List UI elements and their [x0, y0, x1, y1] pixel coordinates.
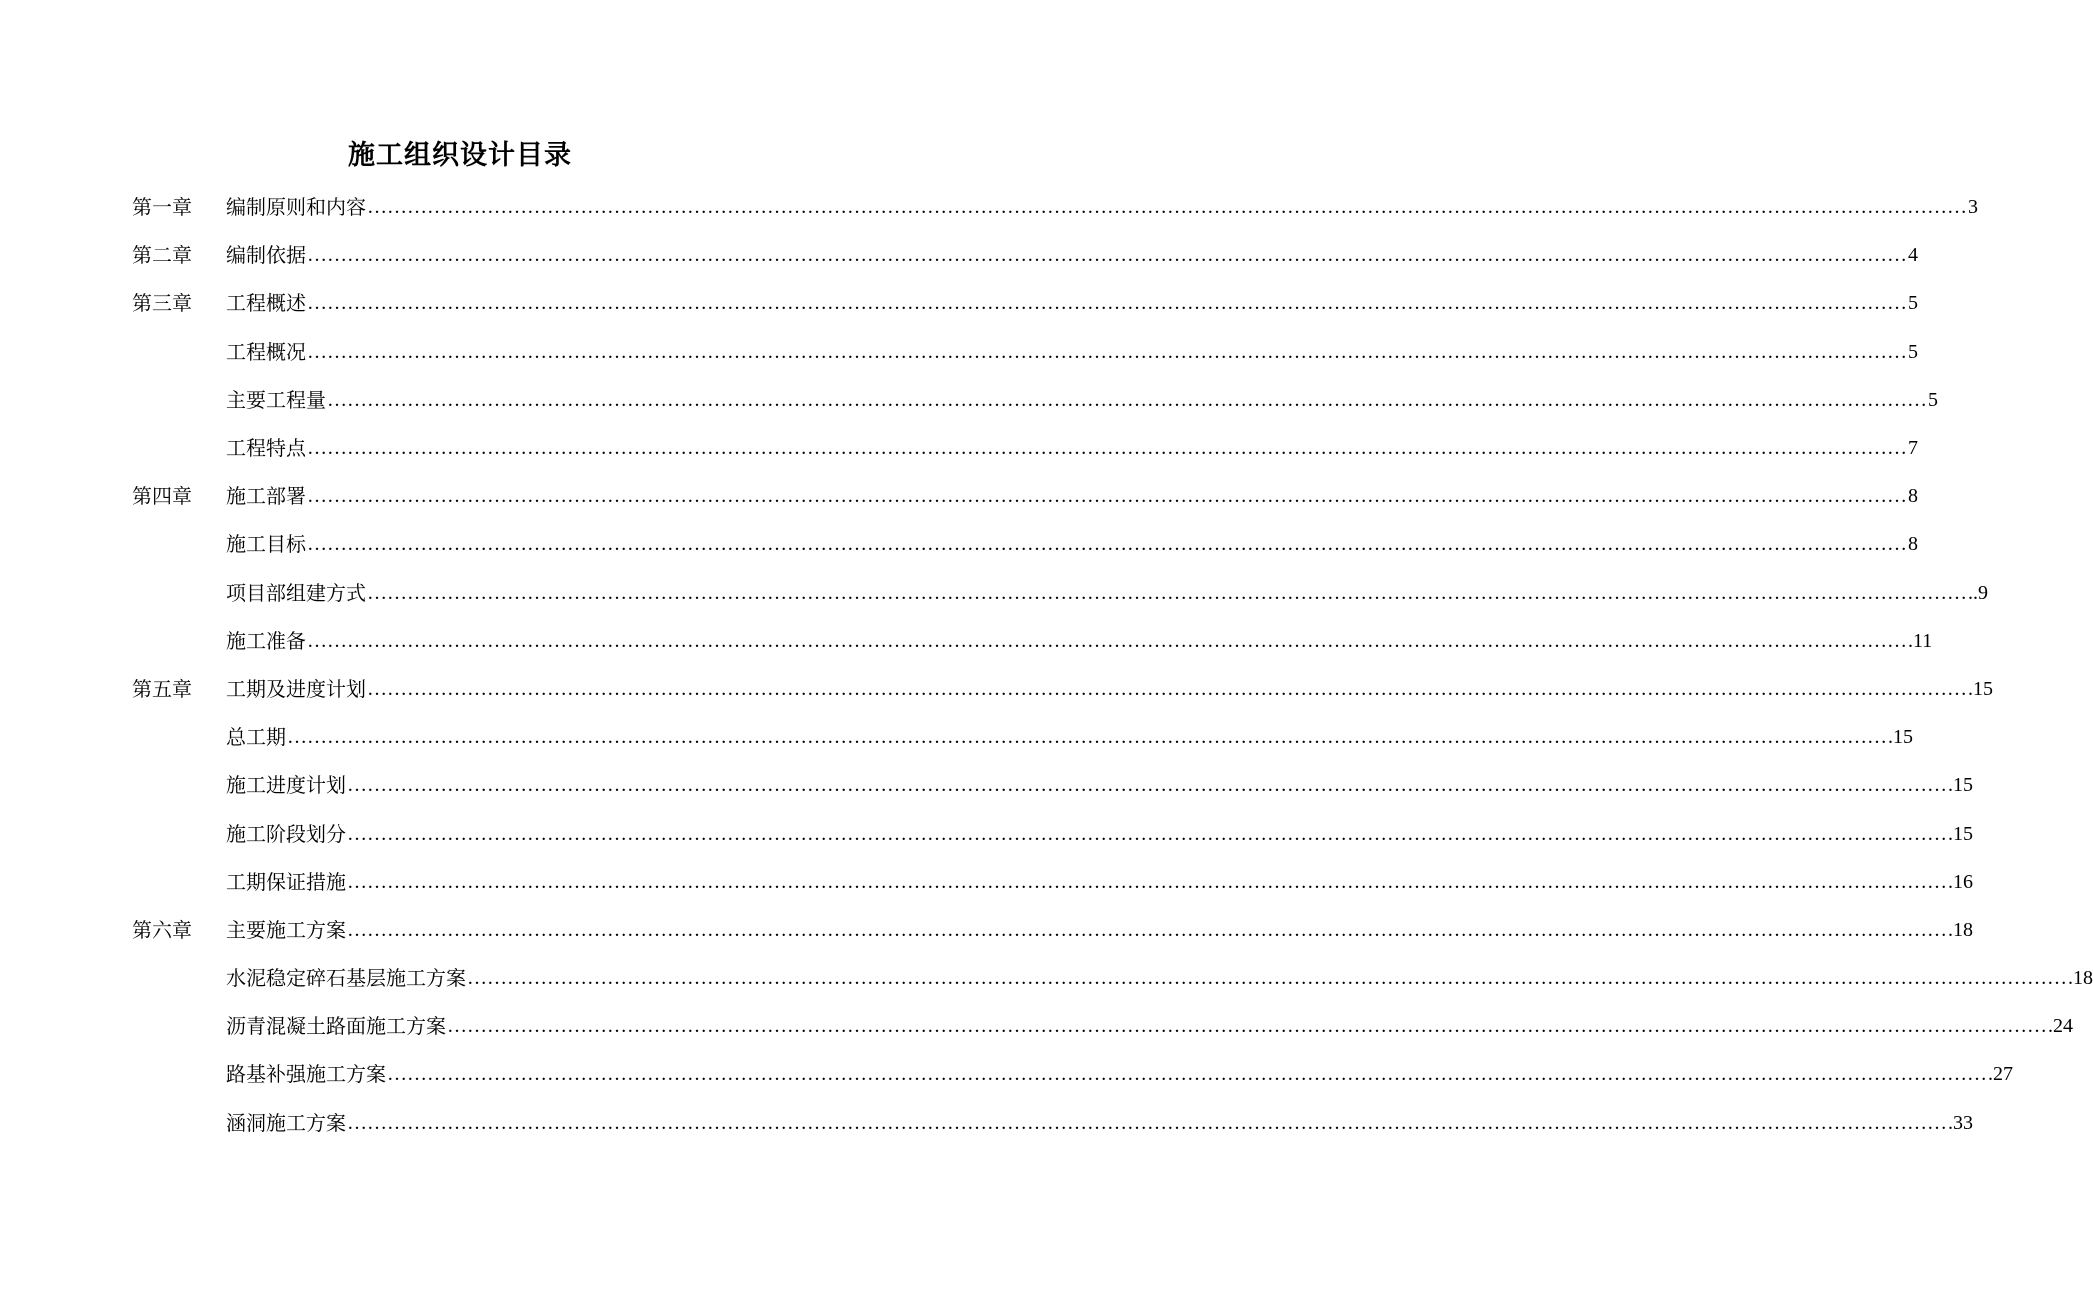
- toc-entry[interactable]: [132, 472, 1918, 520]
- entry-title: 水泥稳定碎石基层施工方案: [226, 966, 466, 991]
- dot-leader: ……………………………………………………………………………………………………………………………………………………………………………………………………………………: [367, 581, 1967, 604]
- page-number: 8: [1908, 485, 1918, 508]
- entry-title: 施工进度计划: [226, 773, 346, 798]
- dot-leader: ……………………………………………………………………………………………………………………………………………………………………………………………………………………: [287, 726, 1887, 749]
- dot-leader: ……………………………………………………………………………………………………………………………………………………………………………………………………………………: [307, 629, 1907, 652]
- dot-leader: ……………………………………………………………………………………………………………………………………………………………………………………………………………………: [447, 1015, 2047, 1038]
- toc-entry[interactable]: [132, 1002, 2073, 1050]
- entry-title: 项目部组建方式: [226, 580, 366, 605]
- table-of-contents: [132, 183, 2093, 1147]
- page-number: .18: [1948, 918, 1973, 941]
- entry-title: 工程特点: [226, 436, 306, 461]
- dot-leader: ……………………………………………………………………………………………………………………………………………………………………………………………………………………: [307, 485, 1907, 508]
- dot-leader: ……………………………………………………………………………………………………………………………………………………………………………………………………………………: [307, 292, 1907, 315]
- toc-entry[interactable]: [132, 809, 1973, 857]
- toc-entry[interactable]: [132, 858, 1973, 906]
- toc-entry[interactable]: [132, 665, 1993, 713]
- entry-title: 主要施工方案: [226, 917, 346, 942]
- page-number: ..9: [1968, 581, 1988, 604]
- toc-entry[interactable]: [132, 906, 1973, 954]
- entry-title: 编制依据: [226, 243, 306, 268]
- page-number: .33: [1948, 1111, 1973, 1134]
- dot-leader: ……………………………………………………………………………………………………………………………………………………………………………………………………………………: [347, 1111, 1947, 1134]
- page-number: .15: [1968, 677, 1993, 700]
- page-number: .16: [1948, 870, 1973, 893]
- page-number: .15: [1948, 774, 1973, 797]
- toc-entry[interactable]: [132, 1050, 2013, 1098]
- page-number: .18: [2068, 967, 2093, 990]
- toc-entry[interactable]: [132, 569, 1988, 617]
- entry-title: 涵洞施工方案: [226, 1110, 346, 1135]
- page-number: 5: [1908, 340, 1918, 363]
- entry-title: 施工阶段划分: [226, 821, 346, 846]
- toc-entry[interactable]: [132, 954, 2093, 1002]
- toc-entry[interactable]: [132, 713, 1913, 761]
- toc-entry[interactable]: [132, 279, 1918, 327]
- toc-entry[interactable]: [132, 183, 1978, 231]
- toc-entry[interactable]: [132, 424, 1918, 472]
- entry-title: 总工期: [226, 725, 286, 750]
- dot-leader: ……………………………………………………………………………………………………………………………………………………………………………………………………………………: [307, 244, 1907, 267]
- page-number: .11: [1908, 629, 1933, 652]
- page-number: 3: [1968, 196, 1978, 219]
- entry-title: 主要工程量: [226, 387, 326, 412]
- dot-leader: ……………………………………………………………………………………………………………………………………………………………………………………………………………………: [307, 437, 1907, 460]
- dot-leader: ……………………………………………………………………………………………………………………………………………………………………………………………………………………: [347, 774, 1947, 797]
- dot-leader: ……………………………………………………………………………………………………………………………………………………………………………………………………………………: [367, 196, 1967, 219]
- toc-entry[interactable]: [132, 520, 1918, 568]
- page-number: 4: [1908, 244, 1918, 267]
- chapter-label: 第三章: [132, 291, 192, 316]
- chapter-label: 第五章: [132, 676, 192, 701]
- dot-leader: ……………………………………………………………………………………………………………………………………………………………………………………………………………………: [307, 340, 1907, 363]
- entry-title: 施工准备: [226, 628, 306, 653]
- entry-title: 工期保证措施: [226, 869, 346, 894]
- page-number: .24: [2048, 1015, 2073, 1038]
- page-number: 8: [1908, 533, 1918, 556]
- entry-title: 沥青混凝土路面施工方案: [226, 1014, 446, 1039]
- entry-title: 路基补强施工方案: [226, 1062, 386, 1087]
- toc-entry[interactable]: [132, 231, 1918, 279]
- dot-leader: ……………………………………………………………………………………………………………………………………………………………………………………………………………………: [327, 388, 1927, 411]
- dot-leader: ……………………………………………………………………………………………………………………………………………………………………………………………………………………: [347, 822, 1947, 845]
- chapter-label: 第一章: [132, 195, 192, 220]
- chapter-label: 第二章: [132, 243, 192, 268]
- dot-leader: ……………………………………………………………………………………………………………………………………………………………………………………………………………………: [387, 1063, 1987, 1086]
- page-number: .27: [1988, 1063, 2013, 1086]
- dot-leader: ……………………………………………………………………………………………………………………………………………………………………………………………………………………: [367, 677, 1967, 700]
- toc-entry[interactable]: [132, 617, 1933, 665]
- dot-leader: ……………………………………………………………………………………………………………………………………………………………………………………………………………………: [467, 967, 2067, 990]
- page-title: 施工组织设计目录: [348, 140, 572, 171]
- page-number: .15: [1888, 726, 1913, 749]
- dot-leader: ……………………………………………………………………………………………………………………………………………………………………………………………………………………: [347, 918, 1947, 941]
- page-number: 5: [1908, 292, 1918, 315]
- entry-title: 施工部署: [226, 484, 306, 509]
- chapter-label: 第六章: [132, 917, 192, 942]
- dot-leader: ……………………………………………………………………………………………………………………………………………………………………………………………………………………: [307, 533, 1907, 556]
- toc-entry[interactable]: [132, 328, 1918, 376]
- entry-title: 工期及进度计划: [226, 676, 366, 701]
- dot-leader: ……………………………………………………………………………………………………………………………………………………………………………………………………………………: [347, 870, 1947, 893]
- toc-entry[interactable]: [132, 761, 1973, 809]
- page-number: 7: [1908, 437, 1918, 460]
- toc-entry[interactable]: [132, 376, 1938, 424]
- page-number: .15: [1948, 822, 1973, 845]
- entry-title: 编制原则和内容: [226, 195, 366, 220]
- toc-entry[interactable]: [132, 1099, 1973, 1147]
- entry-title: 施工目标: [226, 532, 306, 557]
- page-number: 5: [1928, 388, 1938, 411]
- chapter-label: 第四章: [132, 484, 192, 509]
- entry-title: 工程概述: [226, 291, 306, 316]
- entry-title: 工程概况: [226, 339, 306, 364]
